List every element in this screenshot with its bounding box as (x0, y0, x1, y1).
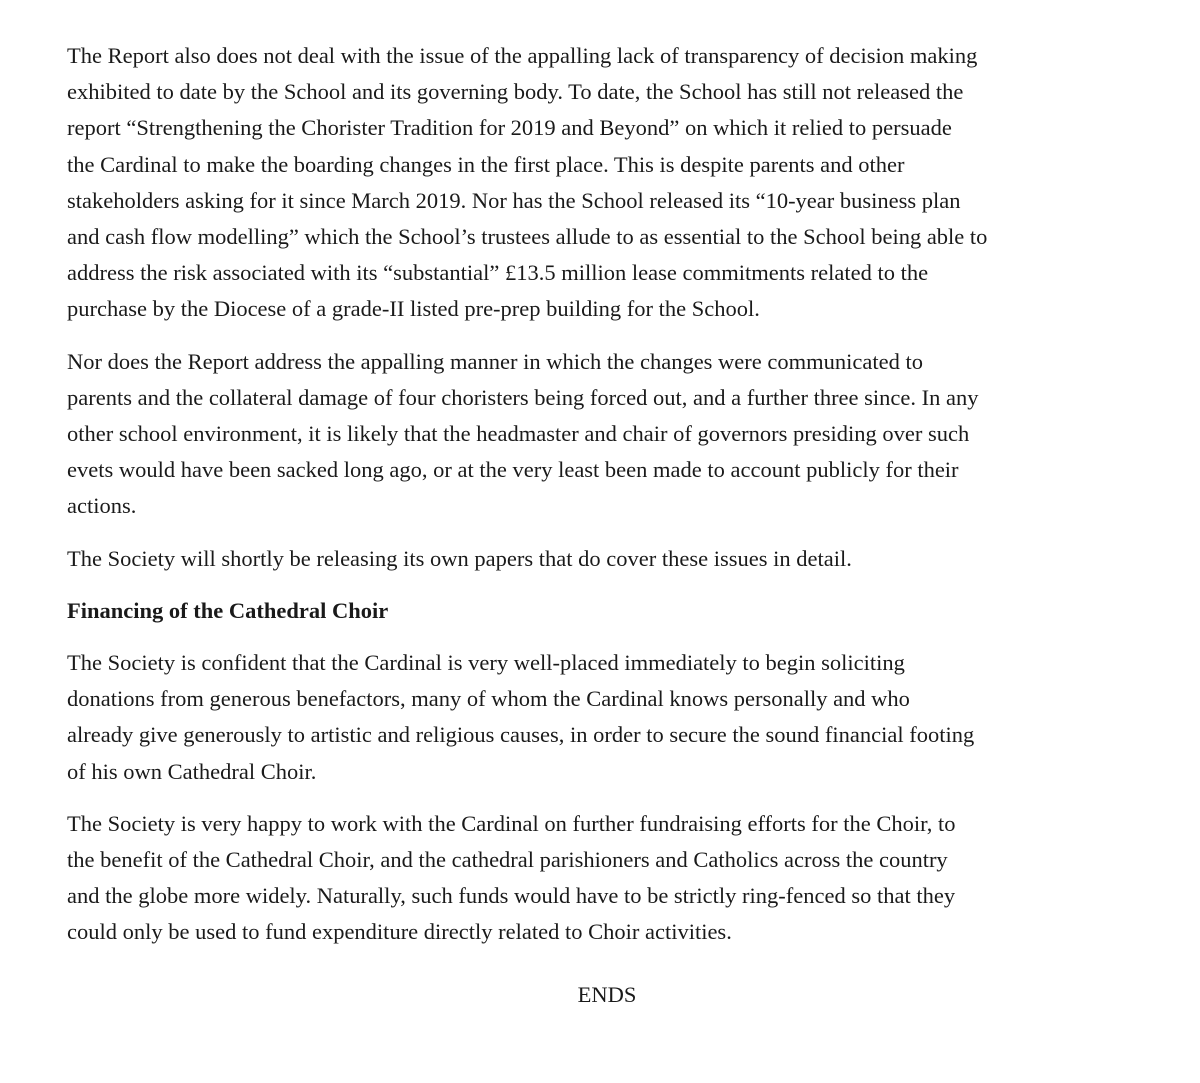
paragraph-donations (67, 645, 1147, 790)
ends-marker: ENDS (577, 981, 637, 1007)
text-line: The Society is confident that the Cardinal is very well-placed immediately to begin soliciting (67, 650, 905, 676)
text-line: The Report also does not deal with the issue of the appalling lack of transparency of decision making (67, 43, 978, 68)
text-line: purchase by the Diocese of a grade-II listed pre-prep building for the School. (67, 296, 760, 322)
paragraph-fundraising (67, 806, 1147, 951)
text-line: The Society is very happy to work with the Cardinal on further fundraising efforts for the Choir, to (67, 810, 956, 836)
text-line: already give generously to artistic and religious causes, in order to secure the sound financial footing (67, 722, 975, 748)
text-line: Nor does the Report address the appalling manner in which the changes were communicated to (67, 348, 923, 374)
text-line: the Cardinal to make the boarding changes in the first place. This is despite parents and other (67, 151, 905, 177)
text-line: address the risk associated with its “substantial” £13.5 million lease commitments related to the (67, 260, 929, 286)
text-line: other school environment, it is likely that the headmaster and chair of governors presiding over such (67, 421, 970, 447)
text-line: evets would have been sacked long ago, or at the very least been made to account publicly for their (67, 457, 959, 483)
text-line: donations from generous benefactors, many of whom the Cardinal knows personally and who (67, 686, 910, 712)
paragraph-communication (67, 344, 1147, 525)
document-page (67, 38, 1147, 1013)
text-line: and cash flow modelling” which the School’s trustees allude to as essential to the School being able to (67, 224, 988, 250)
text-line: could only be used to fund expenditure directly related to Choir activities. (67, 919, 732, 945)
text-line: of his own Cathedral Choir. (67, 758, 317, 784)
paragraph-transparency (67, 38, 1147, 328)
text-line: the benefit of the Cathedral Choir, and the cathedral parishioners and Catholics across the country (67, 847, 948, 873)
text-line: The Society will shortly be releasing its own papers that do cover these issues in detail. (67, 545, 852, 571)
text-line: exhibited to date by the School and its governing body. To date, the School has still not released the (67, 79, 964, 105)
text-line: parents and the collateral damage of four choristers being forced out, and a further three since. In any (67, 384, 979, 410)
section-heading: Financing of the Cathedral Choir (67, 597, 389, 623)
text-line: and the globe more widely. Naturally, such funds would have to be strictly ring-fenced so that they (67, 883, 956, 909)
paragraph-society-papers (67, 541, 1147, 577)
text-line: stakeholders asking for it since March 2019. Nor has the School released its “10-year business plan (67, 187, 961, 213)
text-line: actions. (67, 493, 137, 519)
text-line: report “Strengthening the Chorister Tradition for 2019 and Beyond” on which it relied to persuade (67, 115, 952, 141)
